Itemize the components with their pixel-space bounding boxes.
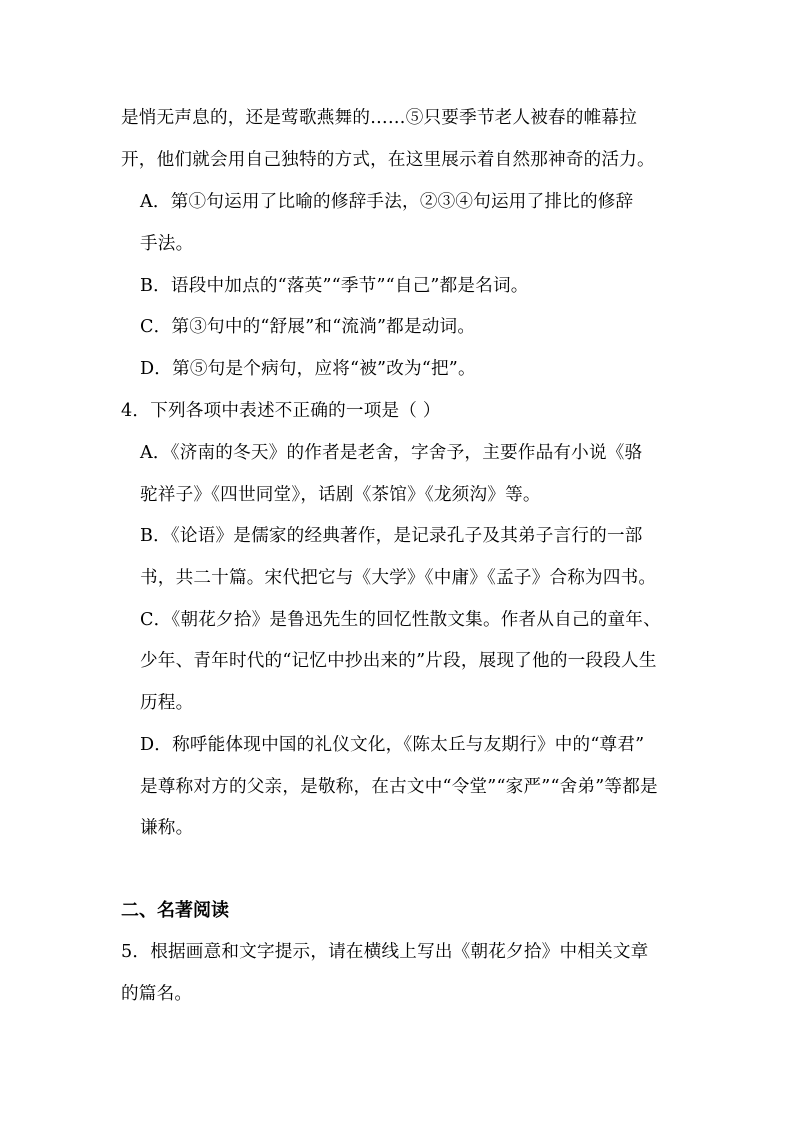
passage-line-2: 开，他们就会用自己独特的方式，在这里展示着自然那神奇的活力。 [121, 150, 655, 170]
q3-option-a-line-2: 手法。 [140, 234, 194, 254]
q5-line-2: 的篇名。 [121, 984, 193, 1004]
q4-option-c-line-3: 历程。 [140, 693, 194, 713]
q4-option-b-line-1: B．《论语》是儒家的经典著作，是记录孔子及其弟子言行的一部 [140, 526, 643, 546]
q4-option-c-line-1: C．《朝花夕拾》是鲁迅先生的回忆性散文集。作者从自己的童年、 [140, 610, 661, 630]
q4-option-a-line-1: A．《济南的冬天》的作者是老舍，字舍予，主要作品有小说《骆 [140, 443, 643, 463]
q4-stem: 4．下列各项中表述不正确的一项是（ ） [121, 401, 441, 421]
q4-option-c-line-2: 少年、青年时代的“记忆中抄出来的”片段，展现了他的一段段人生 [140, 651, 657, 671]
q3-option-c: C．第③句中的“舒展”和“流淌”都是动词。 [140, 317, 476, 337]
q4-option-d-line-3: 谦称。 [140, 818, 194, 838]
passage-line-1: 是悄无声息的，还是莺歌燕舞的……⑤只要季节老人被春的帷幕拉 [121, 108, 638, 128]
q3-option-d: D．第⑤句是个病句，应将“被”改为“把”。 [140, 359, 476, 379]
q4-option-a-line-2: 驼祥子》《四世同堂》，话剧《茶馆》《龙须沟》等。 [140, 485, 541, 505]
q4-option-b-line-2: 书，共二十篇。宋代把它与《大学》《中庸》《孟子》合称为四书。 [140, 568, 657, 588]
q4-option-d-line-2: 是尊称对方的父亲，是敬称，在古文中“令堂”“家严”“舍弟”等都是 [140, 777, 658, 797]
q3-option-b: B．语段中加点的“落英”“季节”“自己”都是名词。 [140, 276, 529, 296]
section-heading: 二、名著阅读 [121, 900, 229, 921]
q4-option-d-line-1: D．称呼能体现中国的礼仪文化，《陈太丘与友期行》中的“尊君” [140, 735, 645, 755]
q3-option-a-line-1: A．第①句运用了比喻的修辞手法，②③④句运用了排比的修辞 [140, 192, 634, 212]
q5-line-1: 5．根据画意和文字提示，请在横线上写出《朝花夕拾》中相关文章 [121, 942, 649, 962]
